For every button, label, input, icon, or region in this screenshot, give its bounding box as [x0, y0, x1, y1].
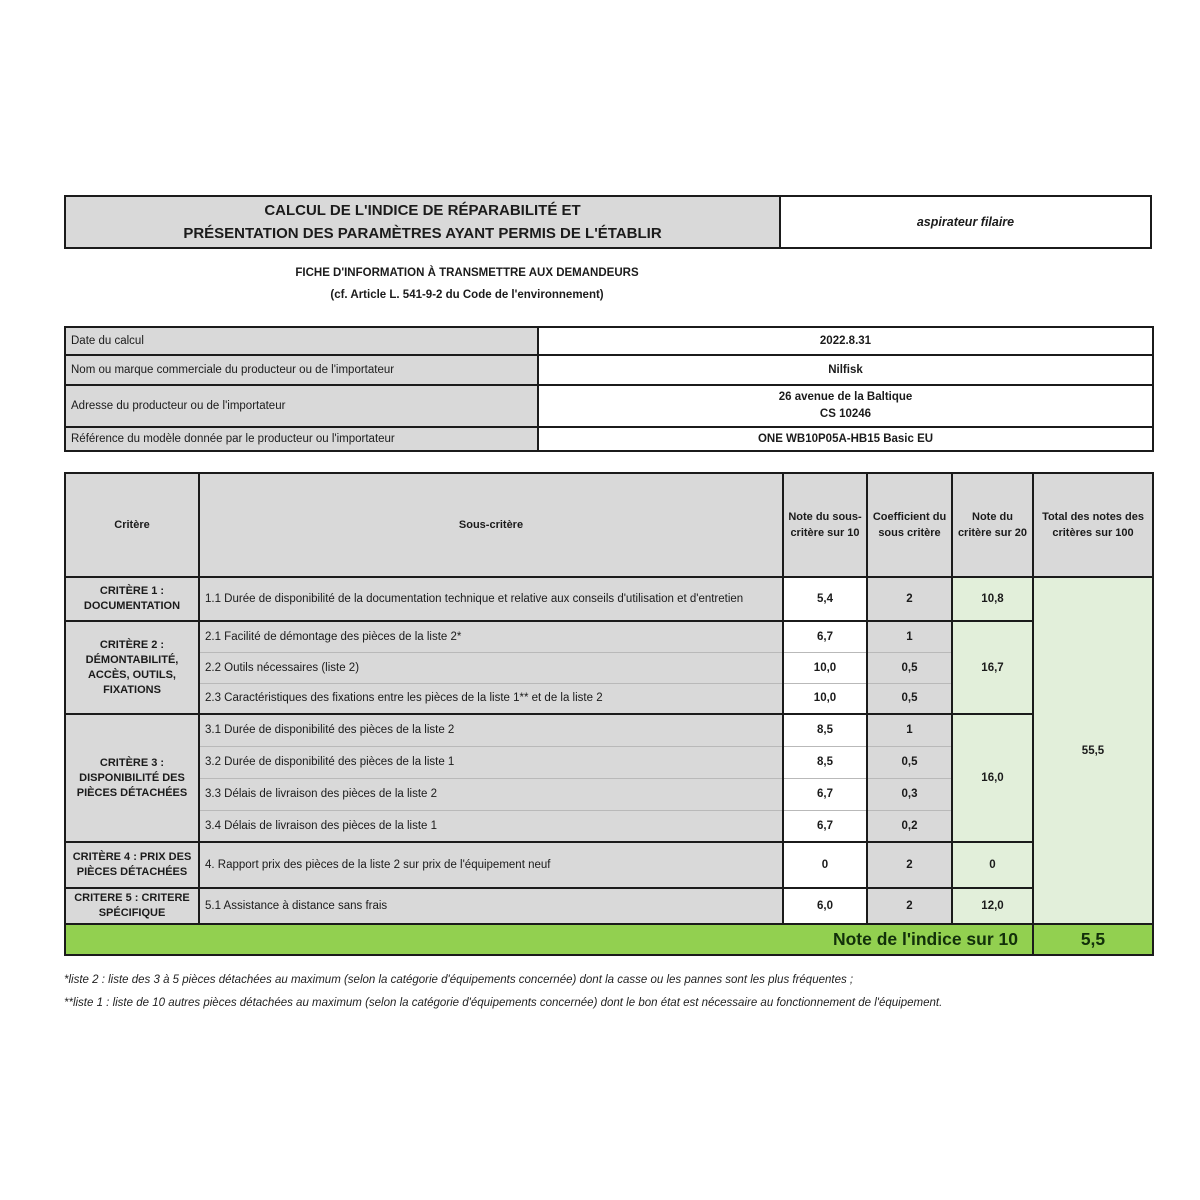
row-5-1 — [65, 888, 1153, 924]
note10-cell: 6,7 — [783, 810, 867, 842]
criteria-table-header — [65, 473, 1153, 577]
product-type-label: aspirateur filaire — [916, 215, 1015, 229]
coeff-cell: 0,5 — [867, 683, 952, 714]
coeff-cell: 2 — [867, 577, 952, 621]
subcriterion-label: 3.3 Délais de livraison des pièces de la liste 2 — [199, 778, 783, 810]
note10-cell: 6,0 — [783, 888, 867, 924]
note20-cell-criterion-4: 0 — [952, 842, 1033, 888]
subcriterion-label: 2.2 Outils nécessaires (liste 2) — [199, 652, 783, 683]
coeff-cell: 0,3 — [867, 778, 952, 810]
note10-cell: 6,7 — [783, 621, 867, 652]
info-label: Référence du modèle donnée par le producteur ou l'importateur — [65, 427, 538, 451]
subcriterion-label: 1.1 Durée de disponibilité de la documentation technique et relative aux conseils d'utilisation et d'entretien — [199, 577, 783, 621]
criterion-2-cell: CRITÈRE 2 : DÉMONTABILITÉ, ACCÈS, OUTILS, FIXATIONS — [65, 621, 199, 714]
coeff-cell: 0,5 — [867, 652, 952, 683]
document-title — [64, 195, 779, 249]
info-label: Nom ou marque commerciale du producteur ou de l'importateur — [65, 355, 538, 385]
product-type-box — [779, 195, 1152, 249]
info-value: Nilfisk — [538, 355, 1153, 385]
note10-cell: 10,0 — [783, 652, 867, 683]
subtitle — [64, 262, 870, 306]
note10-cell: 8,5 — [783, 746, 867, 778]
info-value: 2022.8.31 — [538, 327, 1153, 355]
info-label: Adresse du producteur ou de l'importateur — [65, 385, 538, 427]
info-row-brand — [65, 355, 1153, 385]
info-table — [64, 326, 1154, 452]
repairability-sheet — [64, 195, 1152, 1015]
row-1-1 — [65, 577, 1153, 621]
subtitle-line-2: (cf. Article L. 541-9-2 du Code de l'environnement) — [330, 289, 604, 301]
coeff-cell: 1 — [867, 621, 952, 652]
index-label: Note de l'indice sur 10 — [65, 924, 1033, 955]
col-header-coefficient: Coefficient du sous critère — [867, 473, 952, 577]
row-3-1 — [65, 714, 1153, 746]
note20-cell-criterion-3: 16,0 — [952, 714, 1033, 842]
col-header-sous-critere: Sous-critère — [199, 473, 783, 577]
address-line-1: 26 avenue de la Baltique — [778, 391, 913, 403]
note20-cell-criterion-5: 12,0 — [952, 888, 1033, 924]
index-value: 5,5 — [1033, 924, 1153, 955]
coeff-cell: 1 — [867, 714, 952, 746]
criterion-1-cell: CRITÈRE 1 : DOCUMENTATION — [65, 577, 199, 621]
footnote-2: **liste 1 : liste de 10 autres pièces détachées au maximum (selon la catégorie d'équipements concernée) dont le bon état est nécessaire au fonctionnement de l'équipement. — [64, 997, 943, 1009]
col-header-note-10: Note du sous-critère sur 10 — [783, 473, 867, 577]
note10-cell: 5,4 — [783, 577, 867, 621]
subcriterion-label: 4. Rapport prix des pièces de la liste 2 sur prix de l'équipement neuf — [199, 842, 783, 888]
row-2-1 — [65, 621, 1153, 652]
document-title-line-2: PRÉSENTATION DES PARAMÈTRES AYANT PERMIS DE L'ÉTABLIR — [183, 225, 662, 242]
coeff-cell: 2 — [867, 842, 952, 888]
header — [64, 195, 1152, 249]
col-header-total-100: Total des notes des critères sur 100 — [1033, 473, 1153, 577]
subcriterion-label: 3.1 Durée de disponibilité des pièces de la liste 2 — [199, 714, 783, 746]
col-header-critere: Critère — [65, 473, 199, 577]
info-label: Date du calcul — [65, 327, 538, 355]
info-value — [538, 385, 1153, 427]
coeff-cell: 0,5 — [867, 746, 952, 778]
note10-cell: 0 — [783, 842, 867, 888]
info-value: ONE WB10P05A-HB15 Basic EU — [538, 427, 1153, 451]
col-header-note-20: Note du critère sur 20 — [952, 473, 1033, 577]
footnote-1: *liste 2 : liste des 3 à 5 pièces détachées au maximum (selon la catégorie d'équipements concernée) dont la casse ou les pannes sont les plus fréquentes ; — [64, 974, 854, 986]
coeff-cell: 2 — [867, 888, 952, 924]
index-row — [65, 924, 1153, 955]
info-row-date — [65, 327, 1153, 355]
criteria-table — [64, 472, 1154, 956]
note10-cell: 10,0 — [783, 683, 867, 714]
info-row-model — [65, 427, 1153, 451]
note10-cell: 8,5 — [783, 714, 867, 746]
note20-cell-criterion-2: 16,7 — [952, 621, 1033, 714]
subcriterion-label: 2.3 Caractéristiques des fixations entre les pièces de la liste 1** et de la liste 2 — [199, 683, 783, 714]
subcriterion-label: 5.1 Assistance à distance sans frais — [199, 888, 783, 924]
note10-cell: 6,7 — [783, 778, 867, 810]
note20-cell-criterion-1: 10,8 — [952, 577, 1033, 621]
subtitle-line-1: FICHE D'INFORMATION À TRANSMETTRE AUX DEMANDEURS — [295, 267, 639, 279]
row-4 — [65, 842, 1153, 888]
subcriterion-label: 3.4 Délais de livraison des pièces de la liste 1 — [199, 810, 783, 842]
subcriterion-label: 3.2 Durée de disponibilité des pièces de la liste 1 — [199, 746, 783, 778]
criterion-5-cell: CRITERE 5 : CRITERE SPÉCIFIQUE — [65, 888, 199, 924]
document-title-line-1: CALCUL DE L'INDICE DE RÉPARABILITÉ ET — [264, 202, 581, 219]
criterion-4-cell: CRITÈRE 4 : PRIX DES PIÈCES DÉTACHÉES — [65, 842, 199, 888]
criterion-3-cell: CRITÈRE 3 : DISPONIBILITÉ DES PIÈCES DÉTACHÉES — [65, 714, 199, 842]
coeff-cell: 0,2 — [867, 810, 952, 842]
subcriterion-label: 2.1 Facilité de démontage des pièces de la liste 2* — [199, 621, 783, 652]
footnotes — [64, 969, 1152, 1015]
info-row-address — [65, 385, 1153, 427]
total-notes-cell: 55,5 — [1033, 577, 1153, 924]
address-line-2: CS 10246 — [819, 408, 872, 420]
